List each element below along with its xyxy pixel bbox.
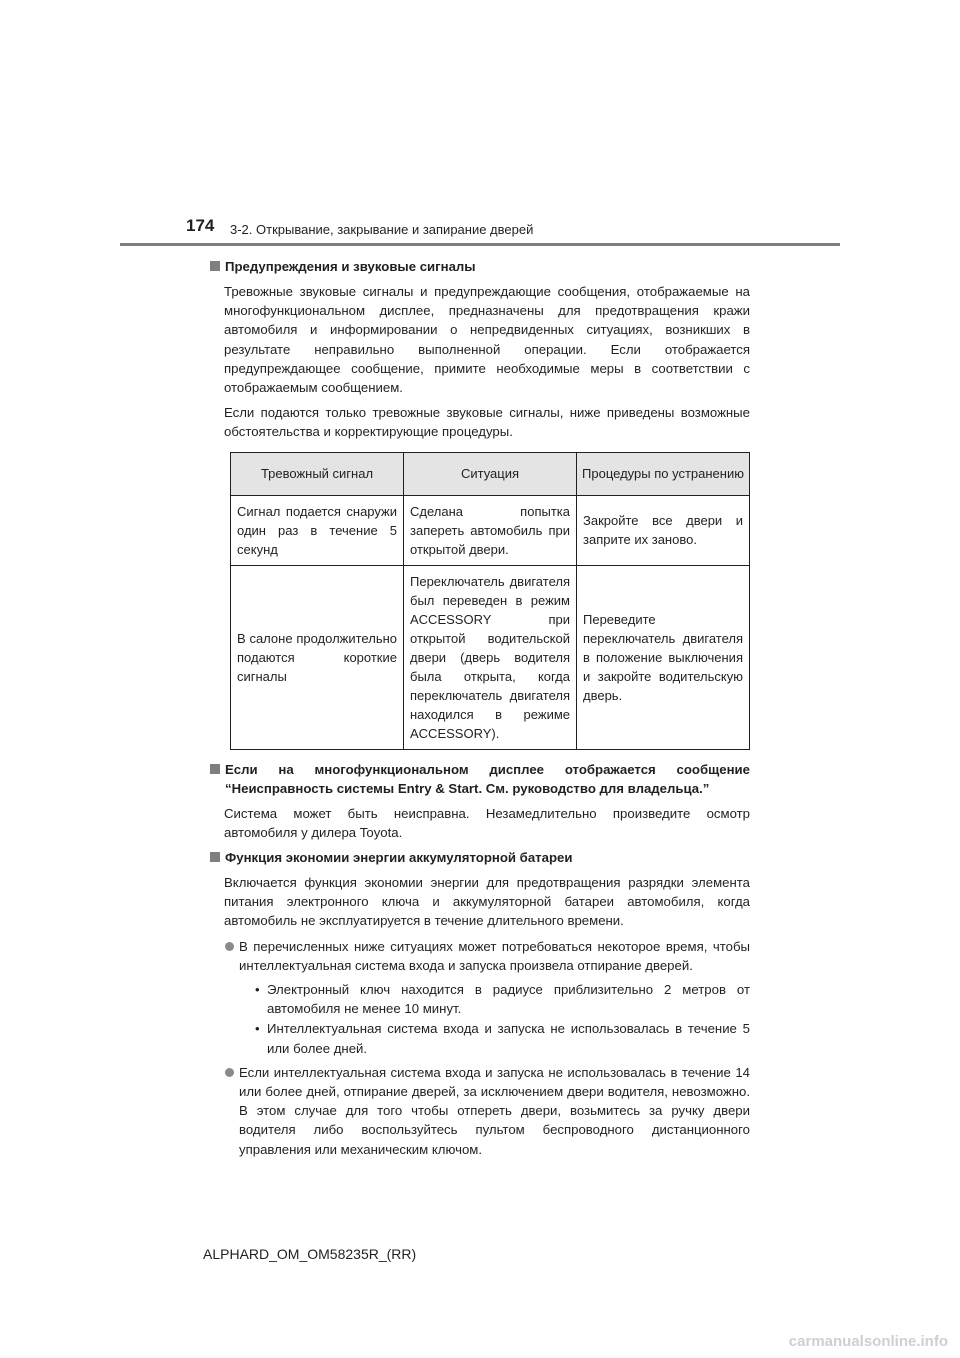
table-cell: Сделана попытка запереть автомобиль при открытой двери. [404,495,577,565]
table-row [231,565,750,749]
circle-bullet-icon [225,942,234,951]
heading-text: Функция экономии энергии аккумуляторной батареи [225,850,573,866]
table-cell: В салоне продолжительно подаются короткие сигналы [231,565,404,749]
page-content [208,257,750,1164]
table-cell: Переведите переключатель двигателя в положение выключения и закройте водительскую дверь. [577,565,750,749]
heading-text: Предупреждения и звуковые сигналы [225,259,476,274]
table-header-cell: Процедуры по устранению [577,452,750,495]
square-bullet-icon [210,852,220,862]
paragraph: Тревожные звуковые сигналы и предупреждающие сообщения, отображаемые на многофункциональном дисплее, предназначены для предотвращения кражи автомобиля и информировании о непредвиденных ситуациях, возникших в результате неправильно выполненной операции. Если отображается предупреждающее сообщение, примите необходимые меры в соответствии с отображаемым сообщением. [224,284,750,396]
dot-bullet-icon: • [255,1021,260,1037]
sub-list-item-text: Электронный ключ находится в радиусе приблизительно 2 метров от автомобиля не менее 10 минут. [267,982,750,1017]
list-item [224,1063,750,1159]
table-header-cell: Тревожный сигнал [231,452,404,495]
dot-bullet-icon: • [255,982,260,998]
sub-list-item [255,1019,750,1057]
page-number: 174 [186,216,215,235]
sub-list-item [255,980,750,1018]
sub-list-item-text: Интеллектуальная система входа и запуска не использовалась в течение 5 или более дней. [267,1021,750,1056]
circle-bullet-icon [225,1068,234,1077]
table-header-row [231,452,750,495]
list-item [224,937,750,975]
heading-text: Если на многофункциональном дисплее отображается сообщение “Неисправность системы Entry & Start. См. руководство для владельца.” [225,761,750,796]
paragraph: Если подаются только тревожные звуковые сигналы, ниже приведены возможные обстоятельства и корректирующие процедуры. [224,405,750,440]
table-cell: Сигнал подается снаружи один раз в течение 5 секунд [231,495,404,565]
table-cell: Закройте все двери и заприте их заново. [577,495,750,565]
paragraph: Включается функция экономии энергии для предотвращения разрядки элемента питания электронного ключа и аккумуляторной батареи автомобиля, когда автомобиль не эксплуатируется в течение длительного времени. [224,875,750,929]
paragraph: Система может быть неисправна. Незамедлительно произведите осмотр автомобиля у дилера Toyota. [224,805,750,840]
section-title: 3-2. Открывание, закрывание и запирание дверей [230,222,534,237]
watermark: carmanualsonline.info [788,1333,948,1350]
table-cell: Переключатель двигателя был переведен в режим ACCESSORY при открытой водительской двери (дверь водителя была открыта, когда переключатель двигателя находился в режиме ACCESSORY). [404,565,577,749]
list-item-text: В перечисленных ниже ситуациях может потребоваться некоторое время, чтобы интеллектуальная система входа и запуска произвела отпирание дверей. [239,938,750,973]
alarm-table [230,452,750,750]
table-row [231,495,750,565]
document-code: ALPHARD_OM_OM58235R_(RR) [203,1246,417,1262]
section-heading [208,848,750,867]
section-heading [208,760,750,798]
square-bullet-icon [210,261,220,271]
section-heading [208,257,750,276]
square-bullet-icon [210,764,220,774]
table-header-cell: Ситуация [404,452,577,495]
header-divider [120,243,840,246]
list-item-text: Если интеллектуальная система входа и запуска не использовалась в течение 14 или более дней, отпирание дверей, за исключением двери водителя, невозможно. В этом случае для того чтобы отпереть двери, возьмитесь за ручку двери водителя либо воспользуйтесь пультом беспроводного дистанционного управления или механическим ключом. [239,1064,750,1157]
